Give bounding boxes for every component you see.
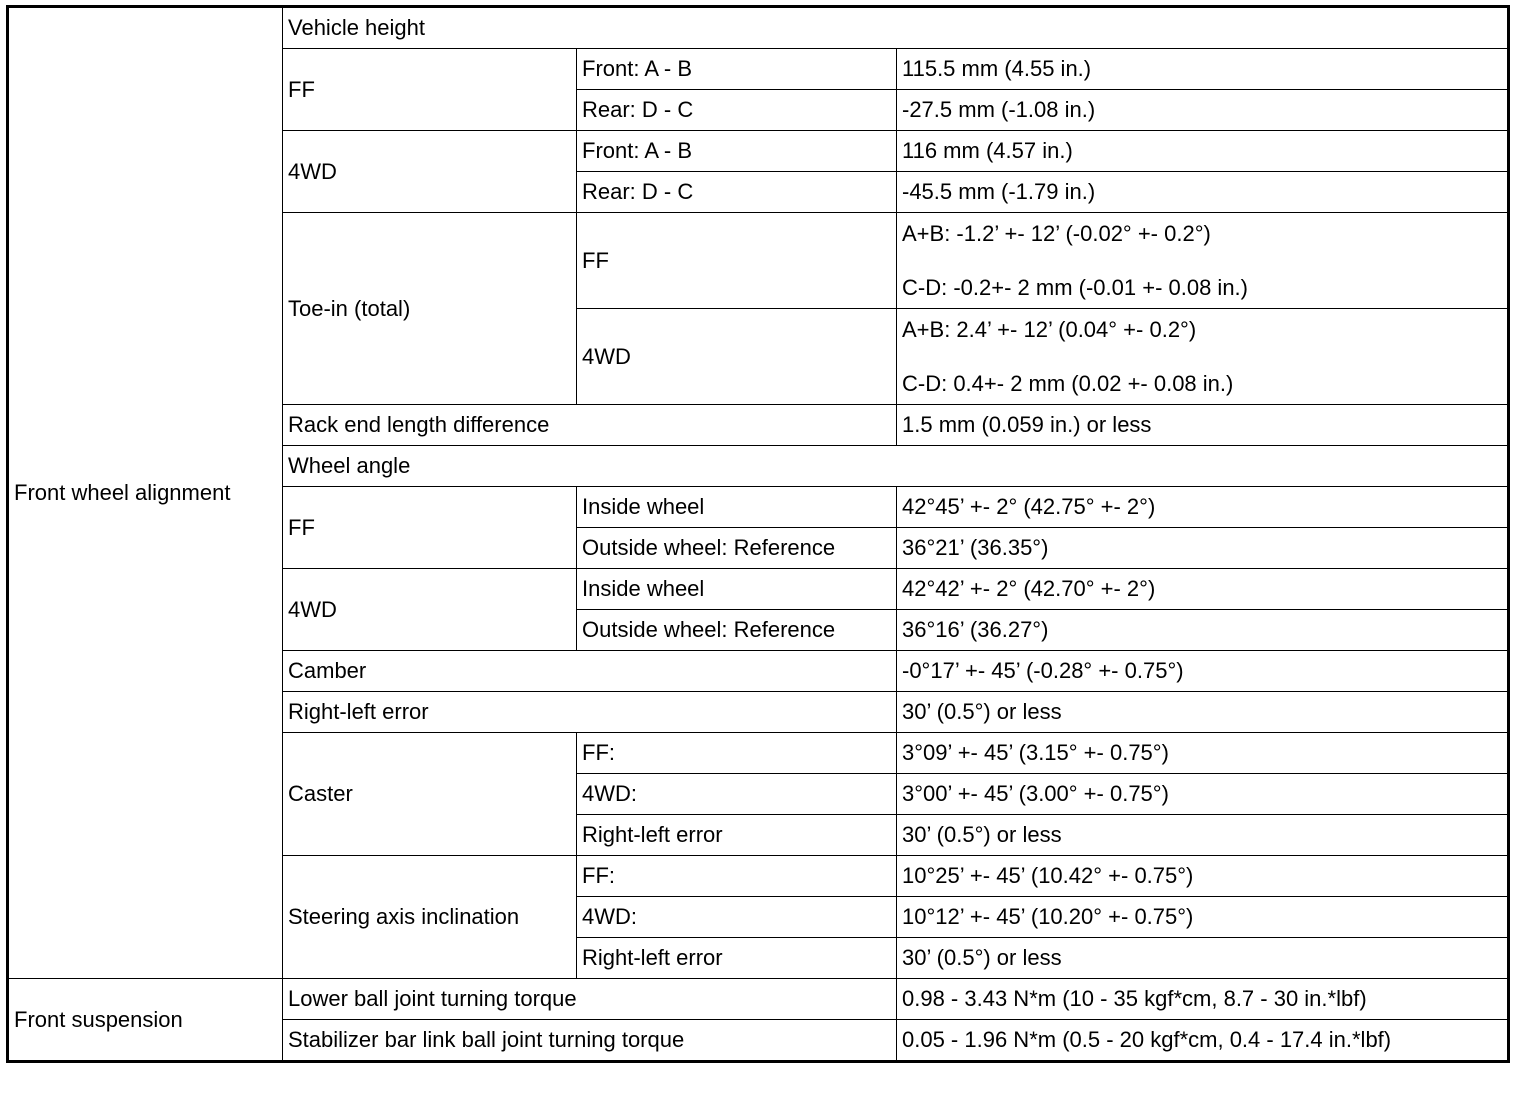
vehicle-height-4wd-label: 4WD <box>283 131 577 213</box>
toe-in-ff-label: FF <box>577 213 897 309</box>
wheel-angle-4wd-outside-value: 36°16’ (36.27°) <box>897 610 1509 651</box>
stabilizer-value: 0.05 - 1.96 N*m (0.5 - 20 kgf*cm, 0.4 - 17.4 in.*lbf) <box>897 1020 1509 1062</box>
wheel-angle-4wd-label: 4WD <box>283 569 577 651</box>
steering-axis-label: Steering axis inclination <box>283 856 577 979</box>
toe-in-4wd-label: 4WD <box>577 309 897 405</box>
vehicle-height-label: Vehicle height <box>283 7 1509 49</box>
vehicle-height-4wd-rear-label: Rear: D - C <box>577 172 897 213</box>
rack-end-label: Rack end length difference <box>283 405 897 446</box>
steering-axis-error-label: Right-left error <box>577 938 897 979</box>
vehicle-height-ff-rear-label: Rear: D - C <box>577 90 897 131</box>
wheel-angle-4wd-inside-label: Inside wheel <box>577 569 897 610</box>
right-left-error-value: 30’ (0.5°) or less <box>897 692 1509 733</box>
wheel-angle-ff-label: FF <box>283 487 577 569</box>
vehicle-height-4wd-front-value: 116 mm (4.57 in.) <box>897 131 1509 172</box>
vehicle-height-4wd-front-label: Front: A - B <box>577 131 897 172</box>
wheel-angle-ff-inside-value: 42°45’ +- 2° (42.75° +- 2°) <box>897 487 1509 528</box>
wheel-angle-4wd-inside-value: 42°42’ +- 2° (42.70° +- 2°) <box>897 569 1509 610</box>
caster-error-label: Right-left error <box>577 815 897 856</box>
stabilizer-label: Stabilizer bar link ball joint turning torque <box>283 1020 897 1062</box>
vehicle-height-ff-label: FF <box>283 49 577 131</box>
section-front-suspension: Front suspension <box>8 979 283 1062</box>
rack-end-value: 1.5 mm (0.059 in.) or less <box>897 405 1509 446</box>
steering-axis-4wd-label: 4WD: <box>577 897 897 938</box>
section-front-wheel-alignment: Front wheel alignment <box>8 7 283 979</box>
lower-ball-joint-value: 0.98 - 3.43 N*m (10 - 35 kgf*cm, 8.7 - 30 in.*lbf) <box>897 979 1509 1020</box>
table-row <box>8 979 1509 1020</box>
camber-label: Camber <box>283 651 897 692</box>
caster-4wd-value: 3°00’ +- 45’ (3.00° +- 0.75°) <box>897 774 1509 815</box>
toe-in-ff-value <box>897 213 1509 309</box>
toe-in-4wd-line2: C-D: 0.4+- 2 mm (0.02 +- 0.08 in.) <box>902 370 1234 396</box>
caster-label: Caster <box>283 733 577 856</box>
steering-axis-ff-label: FF: <box>577 856 897 897</box>
caster-ff-value: 3°09’ +- 45’ (3.15° +- 0.75°) <box>897 733 1509 774</box>
toe-in-ff-line1: A+B: -1.2’ +- 12’ (-0.02° +- 0.2°) <box>902 220 1211 246</box>
toe-in-4wd-value <box>897 309 1509 405</box>
wheel-angle-ff-outside-label: Outside wheel: Reference <box>577 528 897 569</box>
table-row <box>8 7 1509 49</box>
caster-4wd-label: 4WD: <box>577 774 897 815</box>
steering-axis-error-value: 30’ (0.5°) or less <box>897 938 1509 979</box>
wheel-angle-4wd-outside-label: Outside wheel: Reference <box>577 610 897 651</box>
toe-in-label: Toe-in (total) <box>283 213 577 405</box>
vehicle-height-ff-rear-value: -27.5 mm (-1.08 in.) <box>897 90 1509 131</box>
vehicle-height-4wd-rear-value: -45.5 mm (-1.79 in.) <box>897 172 1509 213</box>
alignment-spec-table <box>6 5 1510 1063</box>
toe-in-4wd-line1: A+B: 2.4’ +- 12’ (0.04° +- 0.2°) <box>902 316 1197 342</box>
wheel-angle-label: Wheel angle <box>283 446 1509 487</box>
lower-ball-joint-label: Lower ball joint turning torque <box>283 979 897 1020</box>
vehicle-height-ff-front-label: Front: A - B <box>577 49 897 90</box>
caster-ff-label: FF: <box>577 733 897 774</box>
wheel-angle-ff-inside-label: Inside wheel <box>577 487 897 528</box>
wheel-angle-ff-outside-value: 36°21’ (36.35°) <box>897 528 1509 569</box>
caster-error-value: 30’ (0.5°) or less <box>897 815 1509 856</box>
steering-axis-4wd-value: 10°12’ +- 45’ (10.20° +- 0.75°) <box>897 897 1509 938</box>
steering-axis-ff-value: 10°25’ +- 45’ (10.42° +- 0.75°) <box>897 856 1509 897</box>
camber-value: -0°17’ +- 45’ (-0.28° +- 0.75°) <box>897 651 1509 692</box>
toe-in-ff-line2: C-D: -0.2+- 2 mm (-0.01 +- 0.08 in.) <box>902 274 1248 300</box>
right-left-error-label: Right-left error <box>283 692 897 733</box>
vehicle-height-ff-front-value: 115.5 mm (4.55 in.) <box>897 49 1509 90</box>
